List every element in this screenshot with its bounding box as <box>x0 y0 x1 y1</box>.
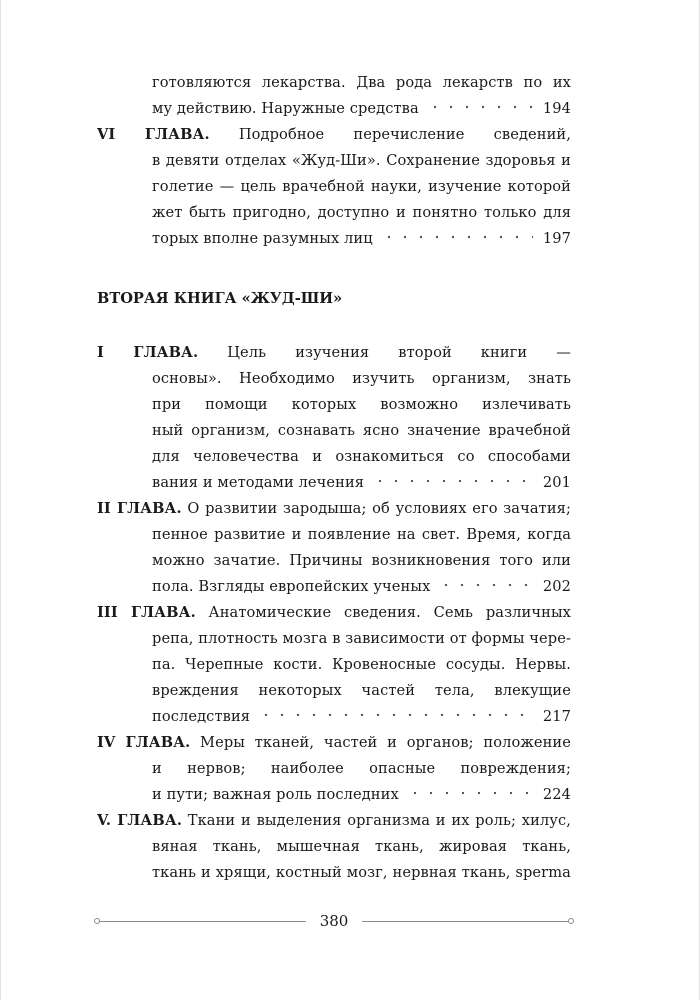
toc-entry-line: Подробное перечисление сведений, <box>238 126 571 143</box>
toc-entry-line: можно зачатие. Причины возникновения того или <box>152 552 571 569</box>
footer-rule-left <box>97 921 306 922</box>
toc-entry-line: вреждения некоторых частей тела, влекущие <box>152 682 571 699</box>
ornament-circle-icon <box>94 918 100 924</box>
toc-entry-line: ный организм, сознавать ясно значение врачебной <box>152 422 571 439</box>
footer-rule-right <box>362 921 571 922</box>
page-ref: 197 <box>542 230 571 247</box>
toc-entry-last-line <box>97 226 571 252</box>
section-title: ВТОРАЯ КНИГА «ЖУД-ШИ» <box>97 290 343 307</box>
toc-entry-line: при помощи которых возможно излечивать <box>152 396 571 413</box>
table-of-contents <box>97 70 571 886</box>
toc-entry <box>97 122 571 252</box>
toc-entry-last-line <box>97 96 571 122</box>
toc-entry-first-line <box>97 340 571 366</box>
ornament-circle-icon <box>568 918 574 924</box>
toc-entry-line: для человечества и ознакомиться со способами <box>152 448 571 465</box>
toc-entry-first-line <box>97 496 571 522</box>
toc-entry-line: последствия <box>152 708 251 725</box>
chapter-label: I ГЛАВА. <box>97 344 199 361</box>
toc-entry-line: му действию. Наружные средства <box>152 100 419 117</box>
page-ref: 224 <box>542 786 571 803</box>
toc-entry-line: ткань и хрящи, костный мозг, нервная ткань, sperma <box>152 864 571 881</box>
chapter-label: II ГЛАВА. <box>97 500 182 517</box>
toc-entry-last-line <box>97 782 571 808</box>
page-ref: 194 <box>542 100 571 117</box>
toc-entry-line: вяная ткань, мышечная ткань, жировая ткань, <box>152 838 571 855</box>
toc-entry-line: Анатомические сведения. Семь различных <box>208 604 571 621</box>
dot-leader <box>438 583 532 587</box>
toc-entry-first-line <box>97 600 571 626</box>
dot-leader <box>381 235 533 239</box>
dot-leader <box>407 791 533 795</box>
chapter-label: V. ГЛАВА. <box>97 812 183 829</box>
toc-entry-first-line <box>97 808 571 834</box>
toc-entry-last-line <box>97 574 571 600</box>
toc-entry-line: О развитии зародыша; об условиях его зачатия; <box>187 500 571 517</box>
toc-entry-last-line <box>97 704 571 730</box>
toc-entry-line: основы». Необходимо изучить организм, знать <box>152 370 571 387</box>
toc-entry <box>97 70 571 122</box>
toc-entry-line: и нервов; наиболее опасные повреждения; <box>152 760 571 777</box>
page-ref: 201 <box>542 474 571 491</box>
dot-leader <box>258 713 533 717</box>
toc-entry-line: пенное развитие и появление на свет. Время, когда <box>152 526 571 543</box>
page-number: 380 <box>319 912 349 930</box>
dot-leader <box>427 105 533 109</box>
toc-entry-first-line <box>97 122 571 148</box>
toc-entry-line: голетие — цель врачебной науки, изучение которой <box>152 178 571 195</box>
toc-entry-line: торых вполне разумных лиц <box>152 230 373 247</box>
toc-entry-line: жет быть пригодно, доступно и понятно только для <box>152 204 571 221</box>
toc-entry <box>97 730 571 808</box>
toc-entry-line: и пути; важная роль последних <box>152 786 399 803</box>
chapter-label: III ГЛАВА. <box>97 604 196 621</box>
page-footer <box>97 908 571 934</box>
toc-entry-first-line <box>97 730 571 756</box>
toc-entry <box>97 808 571 886</box>
toc-entry-last-line <box>97 470 571 496</box>
toc-entry <box>97 340 571 496</box>
page-ref: 217 <box>542 708 571 725</box>
toc-entry <box>97 600 571 730</box>
toc-entry-line: Ткани и выделения организма и их роль; хилус, <box>187 812 571 829</box>
toc-entry-line: репа, плотность мозга в зависимости от формы чере- <box>152 630 571 647</box>
chapter-label: VI ГЛАВА. <box>97 126 210 143</box>
toc-entry-line: Меры тканей, частей и органов; положение <box>200 734 571 751</box>
chapter-label: IV ГЛАВА. <box>97 734 191 751</box>
toc-entry-line: па. Черепные кости. Кровеносные сосуды. Нервы. <box>152 656 571 673</box>
dot-leader <box>372 479 533 483</box>
toc-entry-line: Цель изучения второй книги — <box>227 344 571 361</box>
toc-entry-line: в девяти отделах «Жуд-Ши». Сохранение здоровья и <box>152 152 571 169</box>
toc-entry-line: пола. Взгляды европейских ученых <box>152 578 431 595</box>
toc-entry <box>97 496 571 600</box>
toc-entry-line: готовляются лекарства. Два рода лекарств по их <box>152 74 571 91</box>
toc-entry-line: вания и методами лечения <box>152 474 365 491</box>
page-ref: 202 <box>542 578 571 595</box>
